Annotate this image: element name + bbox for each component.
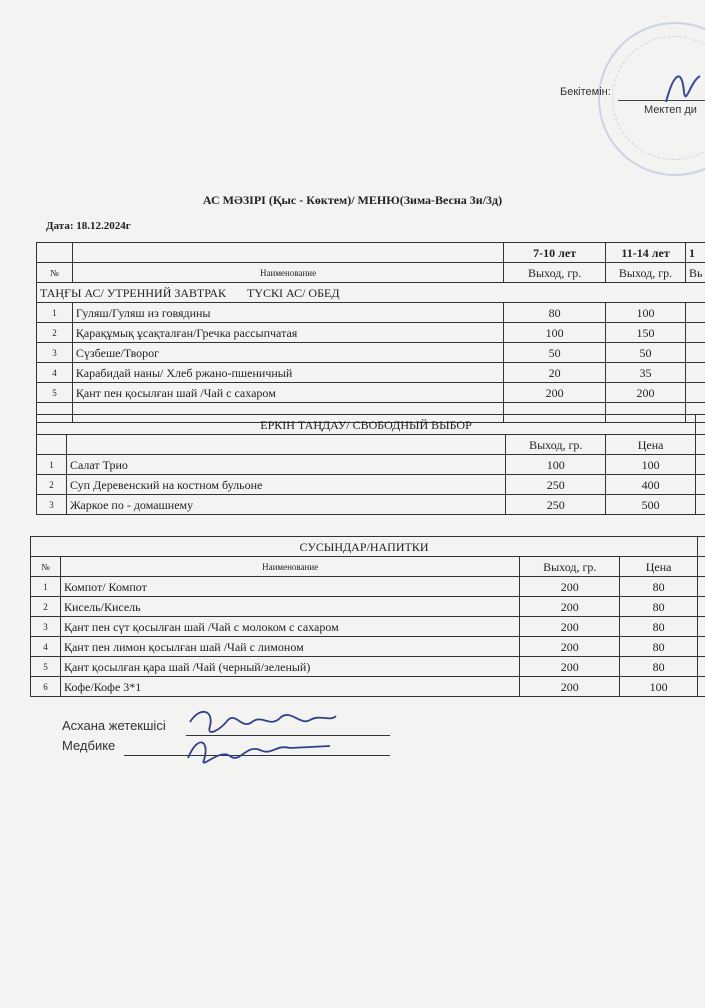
age-group-header: 11-14 лет: [606, 243, 686, 263]
director-signature: [660, 62, 705, 110]
table-row: 4 Карабидай наны/ Хлеб ржано-пшеничный 20 35: [37, 363, 705, 383]
drinks-header: СУСЫНДАР/НАПИТКИ: [31, 537, 698, 557]
free-choice-table: [36, 414, 705, 515]
col-no-header: №: [31, 557, 61, 577]
col-price-header: Цена: [620, 557, 698, 577]
menu-date: Дата: 18.12.2024г: [46, 220, 131, 232]
col-name-header: Наименование: [72, 263, 503, 283]
table-row: 1 Гуляш/Гуляш из говядины 80 100: [37, 303, 705, 323]
table-row: 2 Қарақұмық ұсақталған/Гречка рассыпчатая 100 150: [37, 323, 705, 343]
table-row: 1 Салат Трио 100 100: [37, 455, 705, 475]
table-row: 3 Жаркое по - домашнему 250 500: [37, 495, 705, 515]
meal-section-header: ТАҢҒЫ АС/ УТРЕННИЙ ЗАВТРАК ТҮСКІ АС/ ОБЕД: [37, 283, 705, 303]
age-group-header: 1: [685, 243, 705, 263]
approval-position: Мектеп ди: [644, 104, 697, 116]
handwritten-signatures: [180, 700, 350, 772]
table-row: 2 Суп Деревенский на костном бульоне 250 400: [37, 475, 705, 495]
col-name-header: Наименование: [60, 557, 519, 577]
table-row: 5 Қант пен қосылған шай /Чай с сахаром 200 200: [37, 383, 705, 403]
col-price-header: Цена: [606, 435, 696, 455]
table-row: 3 Сүзбеше/Творог 50 50: [37, 343, 705, 363]
table-row: 1 Компот/ Компот 200 80: [31, 577, 705, 597]
col-output-header: Выход, гр.: [606, 263, 686, 283]
col-output-header: Вь: [685, 263, 705, 283]
table-row: 6 Кофе/Кофе 3*1 200 100: [31, 677, 705, 697]
chef-label: Асхана жетекшісі: [62, 718, 166, 733]
free-choice-header: ЕРКІН ТАҢДАУ/ СВОБОДНЫЙ ВЫБОР: [37, 415, 696, 435]
table-row: 5 Қант қосылған қара шай /Чай (черный/зеленый) 200 80: [31, 657, 705, 677]
col-output-header: Выход, гр.: [506, 435, 606, 455]
col-output-header: Выход, гр.: [504, 263, 606, 283]
age-group-header: 7-10 лет: [504, 243, 606, 263]
breakfast-lunch-table: [36, 242, 705, 423]
col-output-header: Выход, гр.: [520, 557, 620, 577]
col-no-header: №: [37, 263, 73, 283]
table-row: 4 Қант пен лимон қосылған шай /Чай с лимоном 200 80: [31, 637, 705, 657]
table-row: 3 Қант пен сүт қосылған шай /Чай с молоком с сахаром 200 80: [31, 617, 705, 637]
table-row: 2 Кисель/Кисель 200 80: [31, 597, 705, 617]
approval-label: Бекітемін:: [560, 86, 611, 98]
page-title: АС МӘЗІРІ (Қыс - Көктем)/ МЕНЮ(Зима-Весна 3и/3д): [202, 193, 503, 207]
nurse-label: Медбике: [62, 738, 116, 753]
drinks-table: [30, 536, 705, 697]
